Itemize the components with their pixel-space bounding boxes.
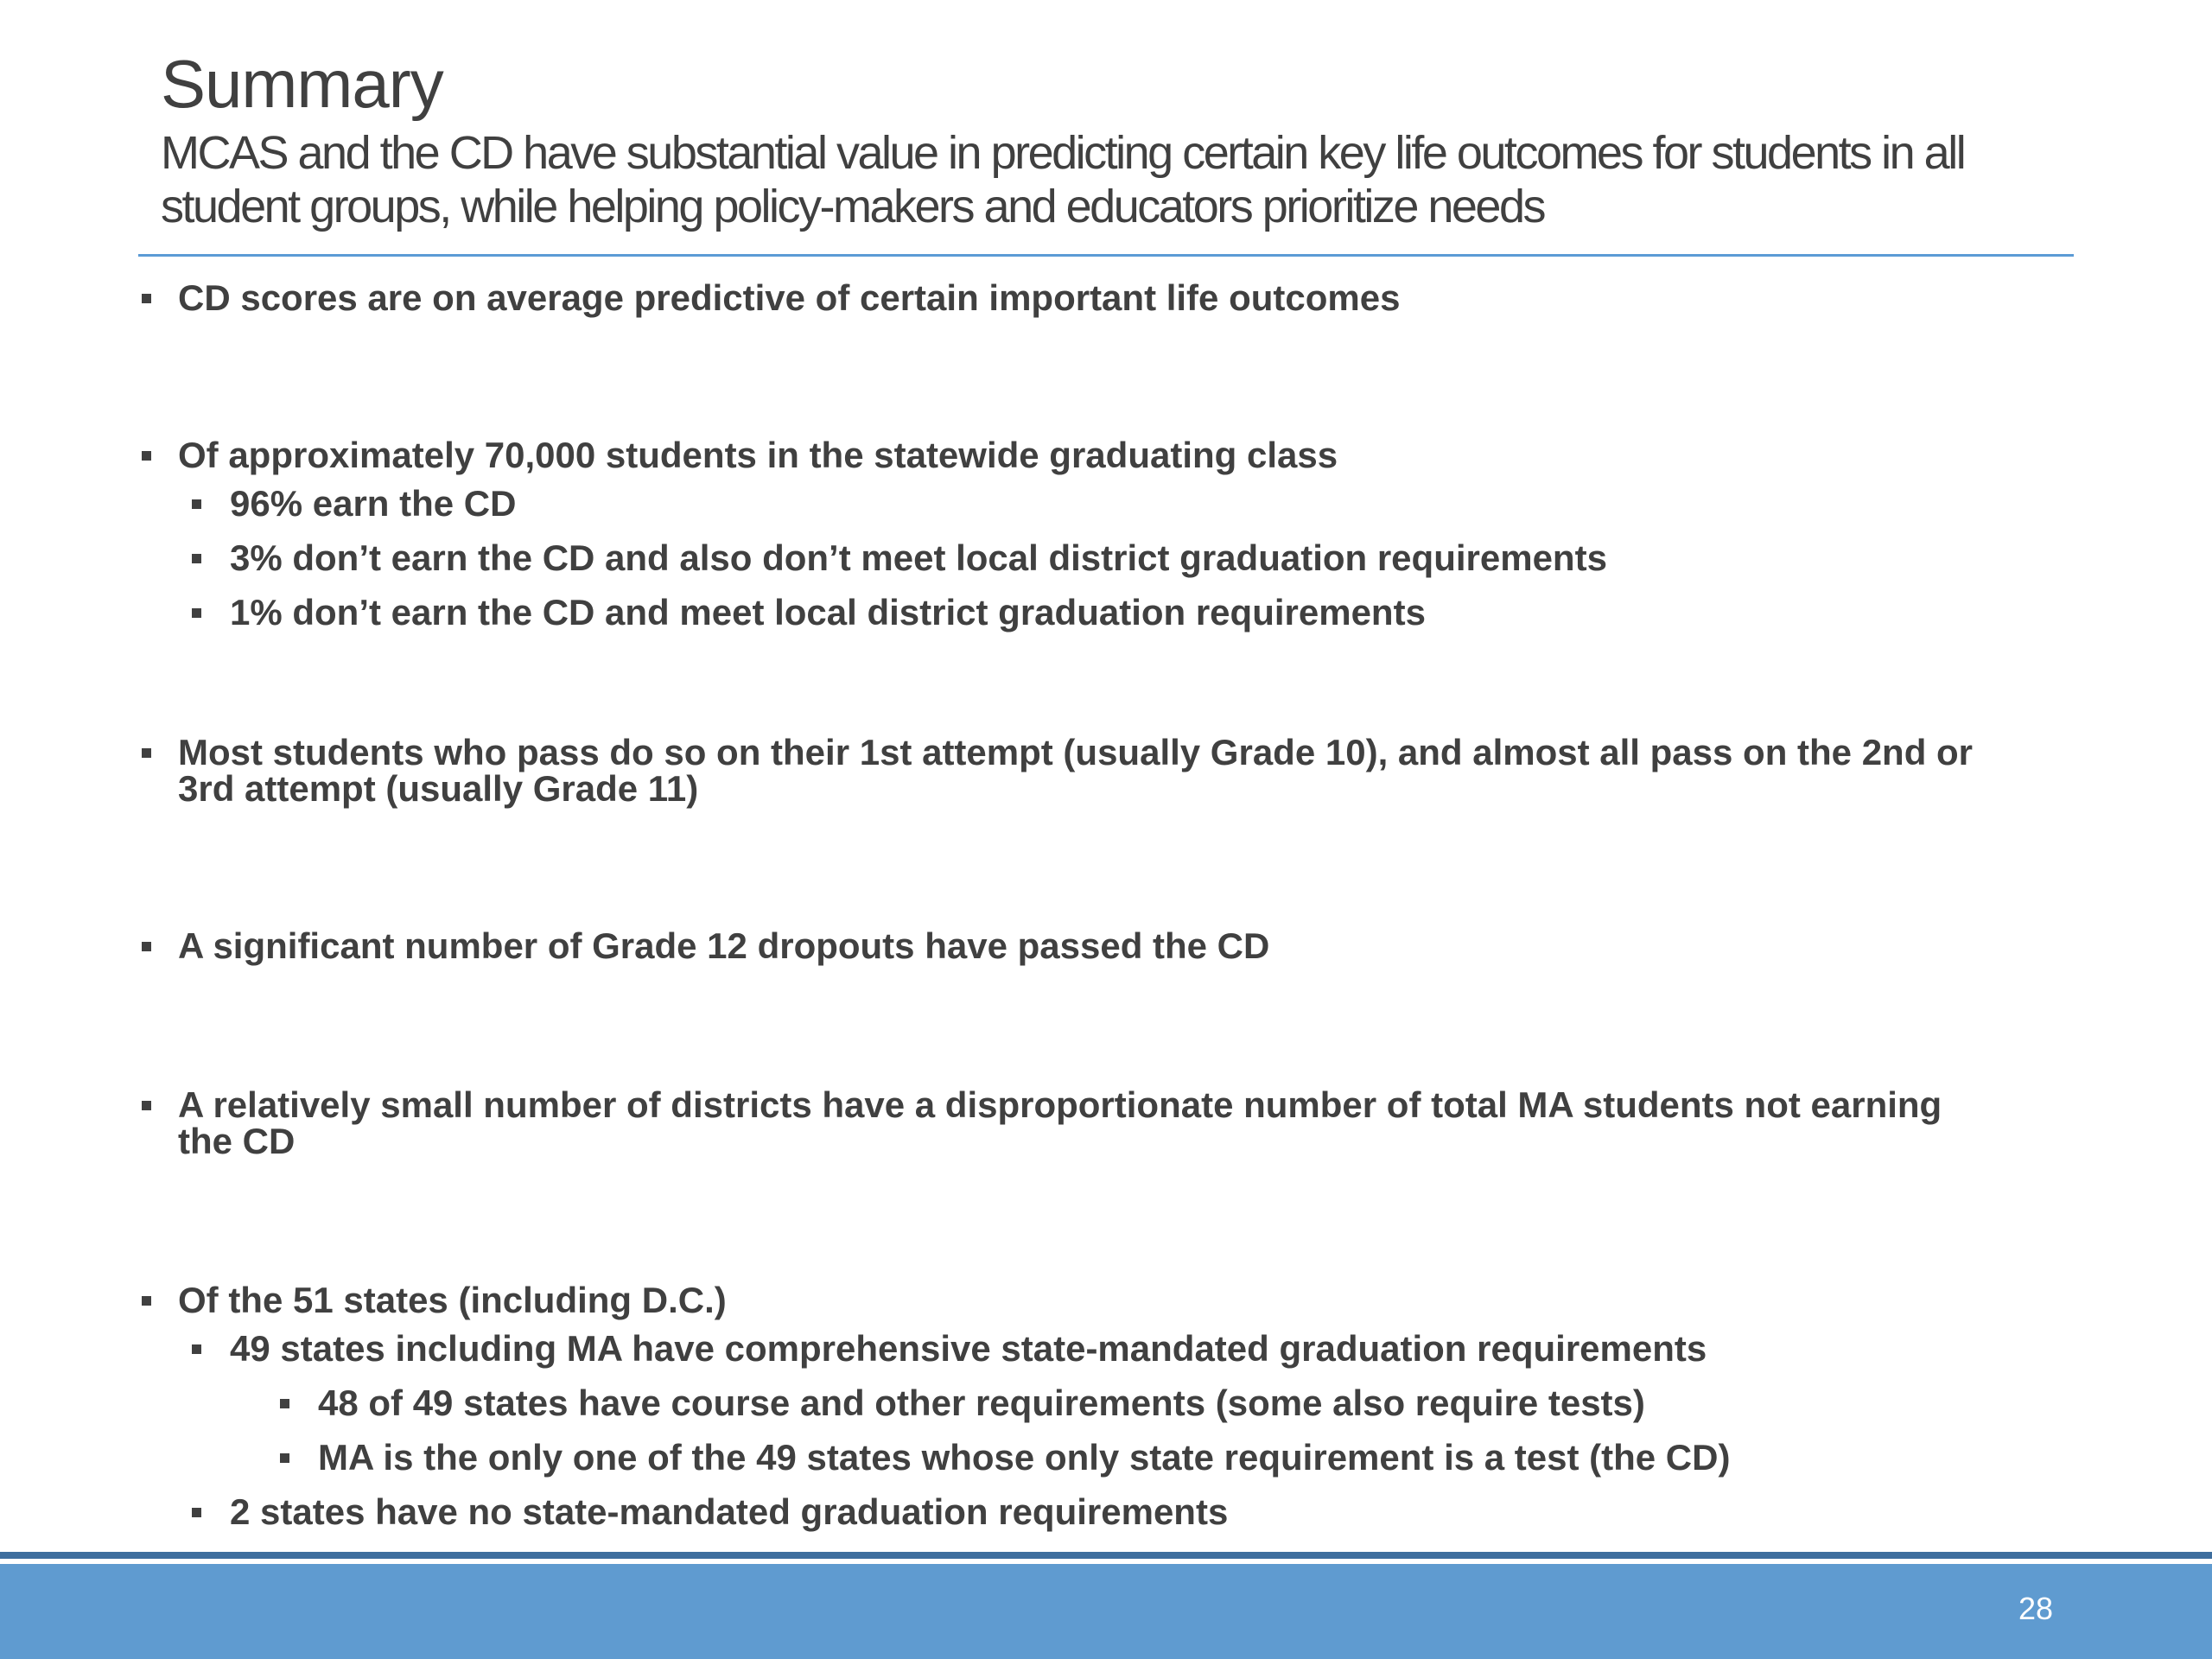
- bullet-item: [178, 437, 1338, 474]
- square-bullet-icon: [280, 1453, 289, 1463]
- square-bullet-icon: [192, 1344, 201, 1354]
- square-bullet-icon: [142, 451, 151, 461]
- bullet-item: [178, 925, 1270, 966]
- sub-bullet-item: [230, 537, 1607, 578]
- slide-subtitle: MCAS and the CD have substantial value in predicting certain key life outcomes for students in all student groups, while helping policy-makers and educators prioritize needs: [161, 127, 1965, 232]
- sub-bullet-item: [230, 483, 517, 524]
- bullet-text: Of the 51 states (including D.C.): [178, 1280, 727, 1320]
- square-bullet-icon: [142, 1296, 151, 1306]
- sub-bullet-text: 3% don’t earn the CD and also don’t meet local district graduation requirements: [230, 537, 1607, 578]
- sub-sub-bullet-item: [318, 1382, 1645, 1423]
- bullet-item: [178, 277, 1401, 318]
- square-bullet-icon: [142, 942, 151, 951]
- square-bullet-icon: [192, 554, 201, 563]
- bullet-text: A relatively small number of districts have a disproportionate number of total MA students not earning the CD: [178, 1084, 1942, 1161]
- square-bullet-icon: [142, 748, 151, 758]
- square-bullet-icon: [142, 294, 151, 303]
- sub-sub-bullet-text: 48 of 49 states have course and other requirements (some also require tests): [318, 1382, 1645, 1423]
- sub-sub-bullet-item: [318, 1437, 1731, 1478]
- sub-sub-bullet-text: MA is the only one of the 49 states whose only state requirement is a test (the CD): [318, 1437, 1731, 1478]
- footer-bar: [0, 1564, 2212, 1659]
- sub-bullet-text: 2 states have no state-mandated graduation requirements: [230, 1491, 1229, 1532]
- sub-bullet-item: [230, 1491, 1229, 1532]
- sub-bullet-item: [230, 1328, 1707, 1369]
- bullet-text: Of approximately 70,000 students in the statewide graduating class: [178, 435, 1338, 475]
- square-bullet-icon: [142, 1101, 151, 1110]
- slide-title: Summary: [161, 46, 443, 122]
- square-bullet-icon: [192, 499, 201, 509]
- bullet-text: Most students who pass do so on their 1st attempt (usually Grade 10), and almost all pass on the 2nd or 3rd attempt (usually Grade 11): [178, 732, 1974, 809]
- square-bullet-icon: [192, 1508, 201, 1517]
- sub-bullet-text: 1% don’t earn the CD and meet local district graduation requirements: [230, 592, 1426, 632]
- square-bullet-icon: [280, 1399, 289, 1408]
- square-bullet-icon: [192, 608, 201, 618]
- sub-bullet-item: [230, 594, 1426, 631]
- sub-bullet-text: 96% earn the CD: [230, 483, 517, 524]
- footer-divider: [0, 1552, 2212, 1559]
- bullet-item: [178, 1084, 1993, 1161]
- bullet-text: A significant number of Grade 12 dropouts have passed the CD: [178, 925, 1270, 966]
- bullet-text: CD scores are on average predictive of certain important life outcomes: [178, 277, 1401, 318]
- page-number: 28: [2018, 1591, 2053, 1626]
- bullet-item: [178, 1282, 727, 1319]
- bullet-item: [178, 734, 1993, 807]
- sub-bullet-text: 49 states including MA have comprehensive state-mandated graduation requirements: [230, 1328, 1707, 1369]
